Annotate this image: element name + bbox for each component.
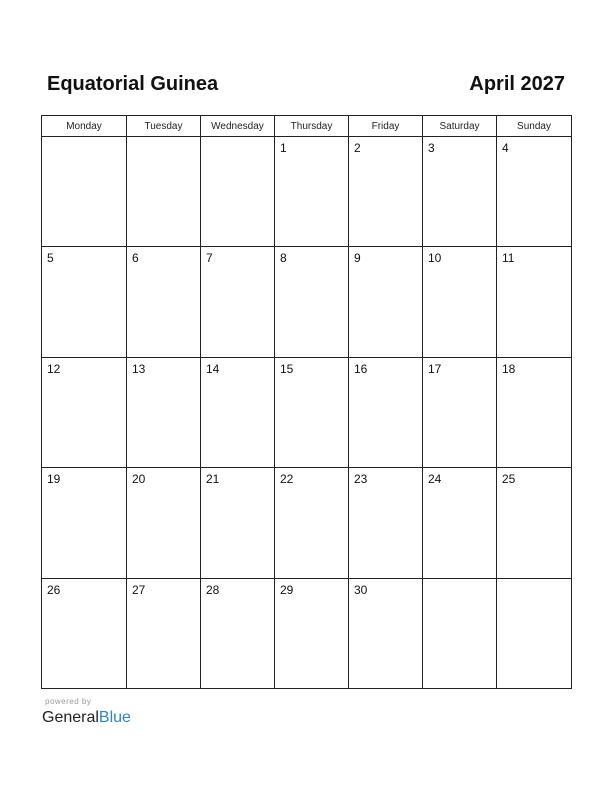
day-cell	[497, 578, 572, 688]
day-cell	[127, 468, 201, 578]
day-number: 5	[47, 251, 54, 266]
day-number	[201, 137, 274, 141]
day-number	[127, 137, 200, 141]
weekday-monday: Monday	[42, 116, 127, 137]
day-number: 15	[280, 361, 294, 376]
day-cell	[42, 137, 127, 247]
day-number: 19	[47, 472, 61, 487]
weekday-thursday: Thursday	[275, 116, 349, 137]
day-cell	[275, 468, 349, 578]
day-number: 30	[354, 582, 368, 597]
day-cell	[423, 137, 497, 247]
day-cell	[497, 468, 572, 578]
day-cell	[275, 357, 349, 467]
day-number: 28	[206, 582, 220, 597]
day-number: 4	[502, 141, 509, 155]
weekday-header-row	[42, 116, 572, 137]
day-number	[42, 137, 126, 141]
weekday-wednesday: Wednesday	[201, 116, 275, 137]
day-cell	[42, 247, 127, 357]
day-number	[497, 579, 571, 583]
day-cell	[349, 357, 423, 467]
weekday-sunday: Sunday	[497, 116, 572, 137]
month-title: April 2027	[469, 73, 565, 95]
day-number: 8	[280, 251, 287, 266]
day-cell	[127, 137, 201, 247]
day-number: 14	[206, 361, 220, 376]
day-cell	[127, 247, 201, 357]
week-row-2	[42, 247, 572, 357]
day-cell	[349, 578, 423, 688]
day-number: 3	[428, 141, 435, 155]
weekday-saturday: Saturday	[423, 116, 497, 137]
day-cell	[201, 357, 275, 467]
day-cell	[497, 247, 572, 357]
day-cell	[423, 357, 497, 467]
brand-general-text: General	[42, 709, 99, 726]
day-cell	[42, 578, 127, 688]
day-number: 16	[354, 361, 368, 376]
day-cell	[423, 578, 497, 688]
day-number: 24	[428, 472, 442, 487]
day-number: 7	[206, 251, 213, 266]
calendar-header	[47, 70, 565, 100]
day-cell	[127, 578, 201, 688]
day-number: 11	[502, 251, 515, 266]
day-number: 12	[47, 361, 61, 376]
footer-branding	[42, 697, 131, 728]
day-number: 6	[132, 251, 139, 266]
day-cell	[423, 247, 497, 357]
day-cell	[201, 468, 275, 578]
day-cell	[497, 357, 572, 467]
day-cell	[349, 468, 423, 578]
generalblue-logo[interactable]	[42, 708, 131, 728]
brand-blue-text: Blue	[98, 709, 131, 726]
day-number: 10	[428, 251, 442, 266]
day-cell	[201, 137, 275, 247]
day-cell	[201, 578, 275, 688]
day-cell	[275, 247, 349, 357]
day-number: 21	[206, 472, 220, 487]
day-cell	[201, 247, 275, 357]
day-number: 25	[502, 472, 516, 487]
day-number: 9	[354, 251, 361, 266]
weekday-friday: Friday	[349, 116, 423, 137]
week-row-3	[42, 357, 572, 467]
day-cell	[127, 357, 201, 467]
day-number: 18	[502, 361, 516, 376]
weekday-tuesday: Tuesday	[127, 116, 201, 137]
week-row-1	[42, 137, 572, 247]
day-cell	[497, 137, 572, 247]
day-cell	[42, 357, 127, 467]
day-number: 29	[280, 582, 294, 597]
day-number: 2	[354, 141, 361, 155]
week-row-5	[42, 578, 572, 688]
powered-by-label: powered by	[45, 697, 92, 706]
day-number: 20	[132, 472, 146, 487]
day-number: 26	[47, 582, 61, 597]
day-number: 27	[132, 582, 146, 597]
day-number: 17	[428, 361, 442, 376]
day-number: 1	[280, 141, 287, 155]
day-cell	[423, 468, 497, 578]
day-cell	[349, 247, 423, 357]
day-cell	[42, 468, 127, 578]
day-cell	[275, 137, 349, 247]
day-number	[423, 579, 496, 583]
day-cell	[275, 578, 349, 688]
day-number: 22	[280, 472, 294, 487]
country-title: Equatorial Guinea	[47, 73, 219, 95]
calendar-grid	[41, 115, 571, 689]
day-cell	[349, 137, 423, 247]
calendar-table	[41, 115, 572, 689]
day-number: 13	[132, 361, 146, 376]
week-row-4	[42, 468, 572, 578]
day-number: 23	[354, 472, 368, 487]
